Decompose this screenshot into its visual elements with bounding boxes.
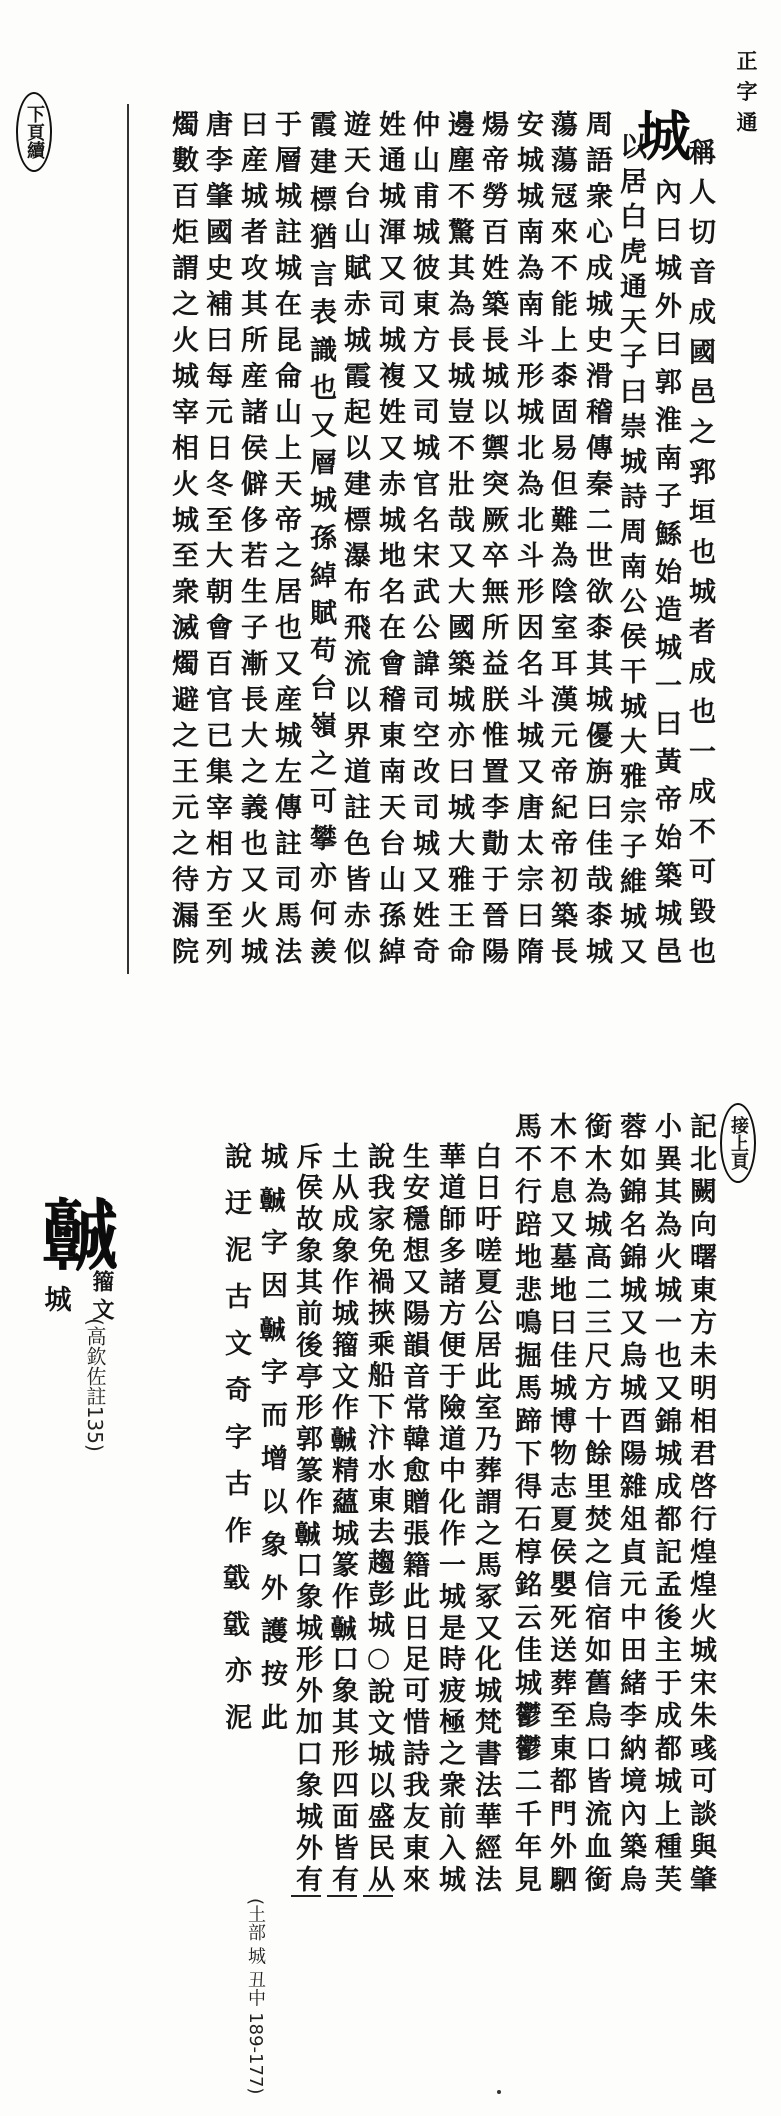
lower-text-column: 城𩫨字因𩫨字而增以象外護按此 bbox=[256, 1142, 287, 1730]
lower-text-column: 說我家免禍挾乘船下汴水東去趨彭城○說文城以盛民从 bbox=[363, 1142, 394, 1892]
upper-text-column: 曰産城者攻其所産諸侯僻侈若生子漸長大之義也又火城 bbox=[236, 110, 267, 964]
upper-text-column: 姓通城渾又司城複姓又赤城地名在會稽東南天台山孫綽 bbox=[374, 110, 405, 964]
lower-text-column: 白日吁嗟夏公居此室乃葬謂之馬冢又化城梵書法華經法 bbox=[470, 1142, 501, 1892]
ink-dot bbox=[497, 2090, 501, 2094]
upper-text-column: 燭數百炬謂之火城宰相火城至衆滅燭避之王元之待漏院 bbox=[167, 110, 198, 964]
prev-page-badge: 接上頁 bbox=[720, 1103, 756, 1183]
lower-text-column: 蓉如錦名錦城又烏城酉陽雜俎貞元中田緒李納境內築烏 bbox=[615, 1112, 646, 1892]
upper-text-column: 邊塵不驚其為長城豈不壯哉又大國築城亦曰城大雅王命 bbox=[443, 110, 474, 964]
underline-mark bbox=[363, 1895, 393, 1897]
next-page-badge: 下頁續 bbox=[16, 92, 52, 172]
lower-text-column: 生安穩想又陽韻音常韓愈贈張籍此日足可惜詩我友東來 bbox=[398, 1142, 429, 1892]
upper-text-column: 內曰城外曰郭淮南子鯀始造城一曰黃帝始築城邑 bbox=[650, 178, 681, 964]
headword-upper: 城 bbox=[637, 104, 691, 168]
headword-lower-zhouwen: 𩫨 bbox=[40, 1192, 119, 1283]
lower-text-column: 馬不行踣地悲鳴掘馬蹄下得石椁銘云佳城鬱鬱二千年見 bbox=[510, 1112, 541, 1892]
upper-text-column: 以居白虎通天子曰崇城詩周南公侯干城大雅宗子維城又 bbox=[615, 132, 646, 964]
upper-text-column: 仲山甫城彼東方又司城官名宋武公諱司空改司城又姓奇 bbox=[408, 110, 439, 964]
upper-text-column: 稱人切音成國邑之郛垣也城者成也一成不可毀也 bbox=[684, 138, 715, 964]
upper-text-column: 周語衆心成城史滑稽傳秦二世欲桼其城優旃曰佳哉桼城 bbox=[581, 110, 612, 964]
upper-text-column: 遊天台山賦赤城霞起以建標瀑布飛流以界道註色皆赤似 bbox=[339, 110, 370, 964]
upper-text-column: 唐李肇國史補曰每元日冬至大朝會百官已集宰相方至列 bbox=[201, 110, 232, 964]
lower-text-column: 小異其為火城一也又錦城成都記孟後主于成都城上種芙 bbox=[650, 1112, 681, 1892]
lower-text-column: 華道師多諸方便于險道中化作一城是時疲極之衆前入城 bbox=[434, 1142, 465, 1892]
lower-text-column: 記北闕向曙東方未明相君啓行煌煌火城宋朱彧可談與肇 bbox=[685, 1112, 716, 1892]
upper-text-column: 于層城註城在昆侖山上天帝之居也又産城左傳註司馬法 bbox=[270, 110, 301, 964]
headword-lower-note: 籀文 bbox=[89, 1270, 115, 1320]
headword-lower-modern: 城 bbox=[44, 1285, 72, 1316]
lower-text-column: 銜木為城高二三尺方十餘里焚之信宿如舊烏口皆流血銜 bbox=[580, 1112, 611, 1892]
upper-text-column: 霞建標猶言表識也又層城孫綽賦苟台嶺之可攀亦何羨 bbox=[305, 110, 336, 964]
upper-text-column: 安城城南為南斗形城北為北斗形因名斗城又唐太宗曰隋 bbox=[512, 110, 543, 964]
underline-mark bbox=[327, 1895, 357, 1897]
upper-left-border bbox=[127, 104, 129, 974]
lower-text-column: 木不息又墓地曰佳城博物志夏侯嬰死送葬至東都門外駟 bbox=[545, 1112, 576, 1892]
upper-text-column: 蕩蕩冦來不能上桼固易但難為陰室耳漢元帝紀帝初築長 bbox=[546, 110, 577, 964]
handwritten-note-bottom: (土部 城 丑中 189-177) bbox=[245, 1898, 266, 2095]
page-header-title: 正字通 bbox=[734, 50, 759, 132]
lower-text-column: 土从成象作城籀文作𩫨精蘊城篆作𩫨口象其形四面皆有 bbox=[327, 1142, 358, 1892]
handwritten-note-left: (高欽佐註135) bbox=[83, 1318, 107, 1452]
upper-text-column: 煬帝勞百姓築長城以禦突厥卒無所益朕惟置李勣于晉陽 bbox=[477, 110, 508, 964]
lower-text-column: 斥侯故象其前後亭形郭篆作𩫨口象城形外加口象城外有 bbox=[291, 1142, 322, 1892]
lower-text-column: 說迂泥古文奇字古作𢧤𢧤亦泥 bbox=[220, 1142, 251, 1730]
underline-mark bbox=[291, 1895, 321, 1897]
